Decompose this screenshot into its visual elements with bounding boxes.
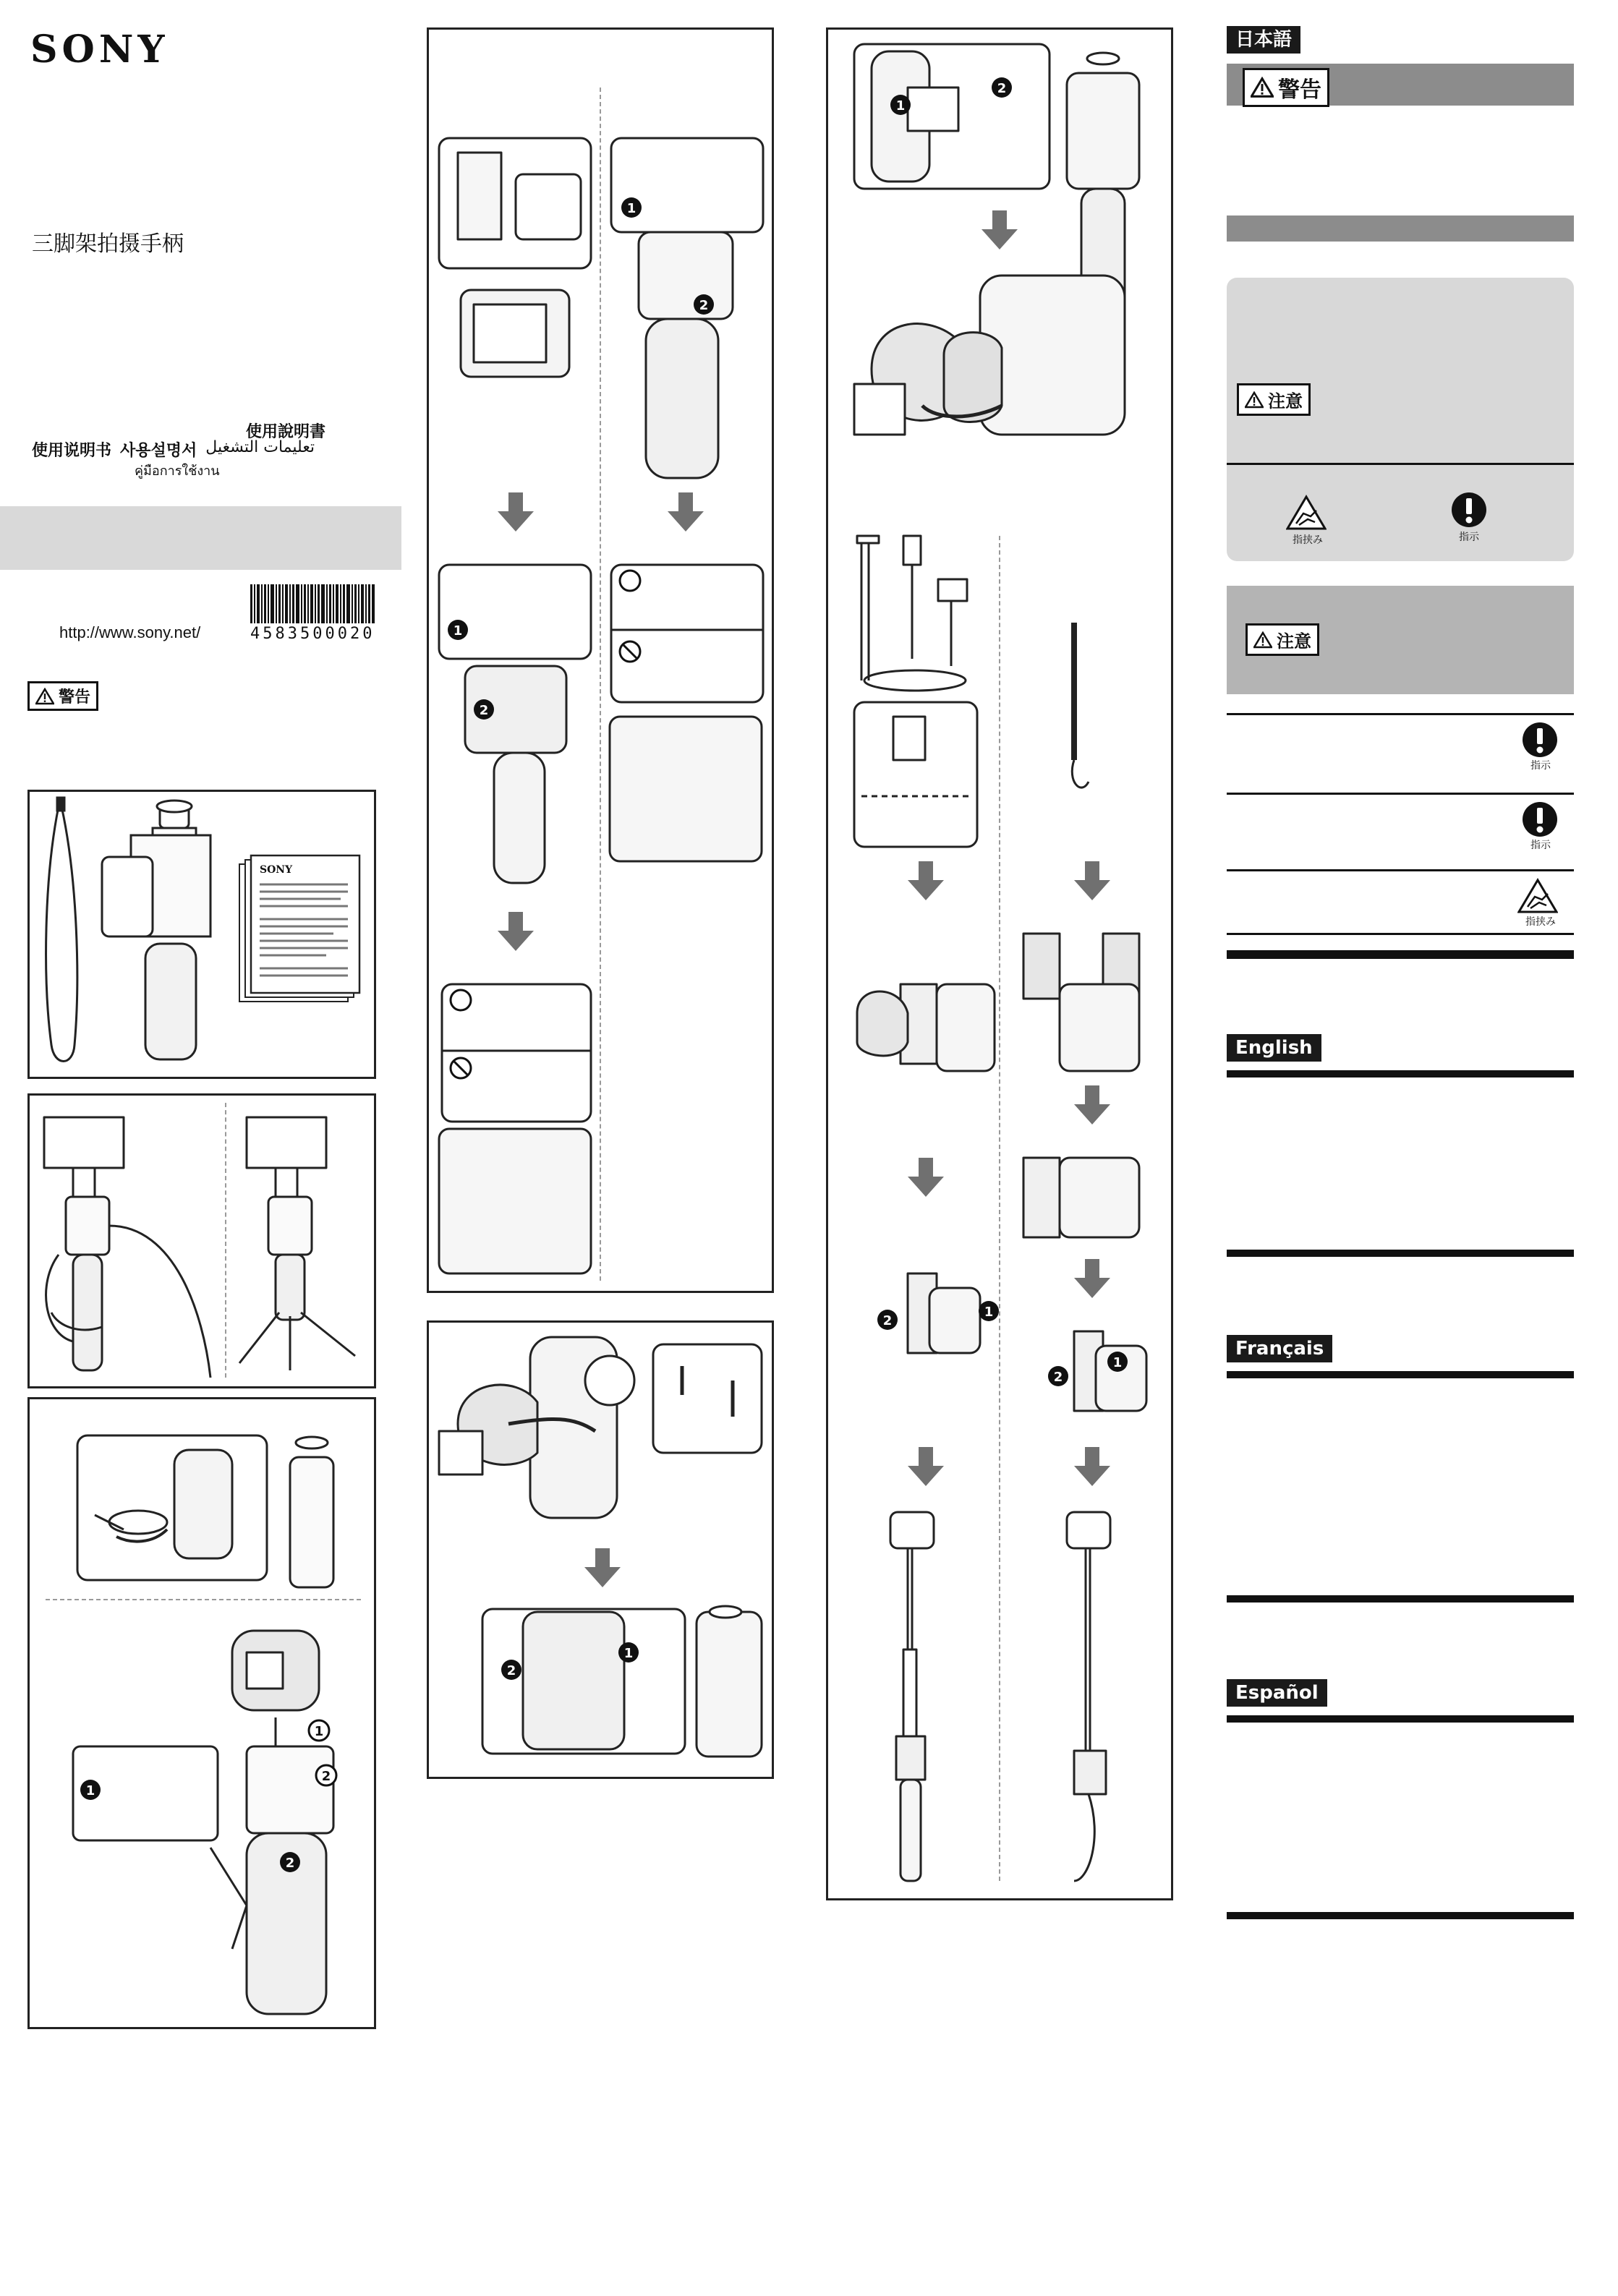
callout-clamp-1: 1	[623, 1646, 634, 1661]
warning-badge	[1243, 68, 1329, 107]
callout-2: 2	[321, 1769, 331, 1784]
callout-pole-1b: 1	[984, 1305, 994, 1320]
barcode-number: 4583500020	[250, 625, 375, 643]
caution-title: 注意	[1268, 391, 1303, 411]
barcode-bars	[250, 584, 375, 623]
caution-row-3-icon	[1517, 878, 1564, 929]
finger-pinch-icon	[1517, 878, 1558, 914]
warning-title: 警告	[1278, 77, 1321, 103]
down-arrow-icon	[908, 1158, 944, 1197]
mandatory-exclamation-icon	[1522, 722, 1558, 758]
caution-row-1-label: 指示	[1530, 760, 1551, 772]
figure-pole-mount	[826, 27, 1173, 1900]
caution-summary-box	[1227, 278, 1574, 561]
figure-attach-steps	[427, 27, 774, 1293]
manual-label-th: คู่มือการใช้งาน	[135, 464, 220, 479]
manual-label-zh: 使用说明书	[32, 442, 112, 460]
cover-warning-badge	[27, 681, 98, 711]
callout-2b: 2	[285, 1856, 295, 1871]
down-arrow-icon	[584, 1548, 621, 1587]
cover-warning-label: 警告	[59, 688, 91, 707]
caution-badge-2	[1246, 623, 1319, 656]
strap-and-camera-mount-illustration	[30, 1399, 374, 2027]
down-arrow-icon	[908, 1447, 944, 1486]
down-arrow-icon	[1074, 1447, 1110, 1486]
warning-triangle-icon	[35, 688, 54, 705]
caution-row-2-icon	[1522, 801, 1559, 852]
manual-label-ar: تعليمات التشغيل	[205, 438, 315, 456]
instruction-label: 指示	[1459, 532, 1479, 543]
callout-1b: 1	[85, 1783, 95, 1798]
grip-and-tripod-illustration	[30, 1096, 374, 1386]
caution-title-2: 注意	[1277, 631, 1311, 652]
caution-row-1-icon	[1522, 722, 1559, 772]
package-contents-illustration	[30, 792, 374, 1077]
caution-badge	[1237, 383, 1311, 416]
callout-c2-1: 1	[626, 201, 636, 216]
lang-tag-english: English	[1227, 1034, 1321, 1062]
figure-clamp-steps	[427, 1320, 774, 1779]
clamp-steps-illustration	[429, 1323, 772, 1777]
lang-tag-french: Français	[1227, 1335, 1332, 1362]
url-text[interactable]: http://www.sony.net/	[59, 623, 201, 641]
down-arrow-icon	[1074, 1085, 1110, 1124]
product-title: 三脚架拍摄手柄	[32, 231, 184, 257]
finger-pinch-icon	[1286, 495, 1327, 531]
cover-grey-band	[0, 506, 401, 570]
callout-pole-2b: 2	[882, 1313, 893, 1328]
caution-header-box	[1227, 586, 1574, 694]
callout-pole-2: 2	[997, 81, 1007, 96]
warning-triangle-icon	[1251, 77, 1274, 98]
callout-pole-1: 1	[895, 98, 906, 114]
figure-strap-mount	[27, 1397, 376, 2029]
section-bar	[1227, 215, 1574, 242]
instruction-symbol	[1451, 492, 1487, 544]
down-arrow-icon	[1074, 861, 1110, 900]
callout-1: 1	[314, 1724, 324, 1739]
callout-clamp-2: 2	[506, 1663, 516, 1678]
down-arrow-icon	[668, 492, 704, 532]
mandatory-exclamation-icon	[1522, 801, 1558, 837]
down-arrow-icon	[908, 861, 944, 900]
mandatory-exclamation-icon	[1451, 492, 1487, 528]
figure-grip-modes	[27, 1093, 376, 1388]
warning-triangle-icon	[1245, 391, 1264, 409]
booklet-brand: SONY	[260, 864, 293, 876]
warning-triangle-icon	[1253, 631, 1272, 649]
down-arrow-icon	[498, 492, 534, 532]
pinch-label: 指挟み	[1293, 534, 1323, 546]
down-arrow-icon	[982, 210, 1018, 249]
callout-pole-2c: 2	[1053, 1370, 1063, 1385]
caution-row-2-label: 指示	[1530, 840, 1551, 851]
down-arrow-icon	[498, 912, 534, 951]
callout-pole-1c: 1	[1112, 1355, 1123, 1370]
lang-tag-japanese: 日本語	[1227, 26, 1300, 54]
callout-c2-2b: 2	[479, 703, 489, 718]
callout-c2-1b: 1	[453, 623, 463, 639]
manual-labels-row	[32, 438, 315, 461]
manual-label-ko: 사용설명서	[120, 442, 197, 460]
warning-header-bar	[1227, 64, 1574, 106]
barcode	[250, 584, 375, 643]
caution-row-3-label: 指挟み	[1525, 916, 1556, 928]
down-arrow-icon	[1074, 1259, 1110, 1298]
pinch-symbol	[1286, 495, 1329, 547]
sony-logo: SONY	[30, 27, 169, 72]
manual-label-traditional: 使用說明書	[246, 423, 326, 441]
figure-contents	[27, 790, 376, 1079]
callout-c2-2: 2	[699, 298, 709, 313]
lang-tag-spanish: Español	[1227, 1679, 1327, 1707]
